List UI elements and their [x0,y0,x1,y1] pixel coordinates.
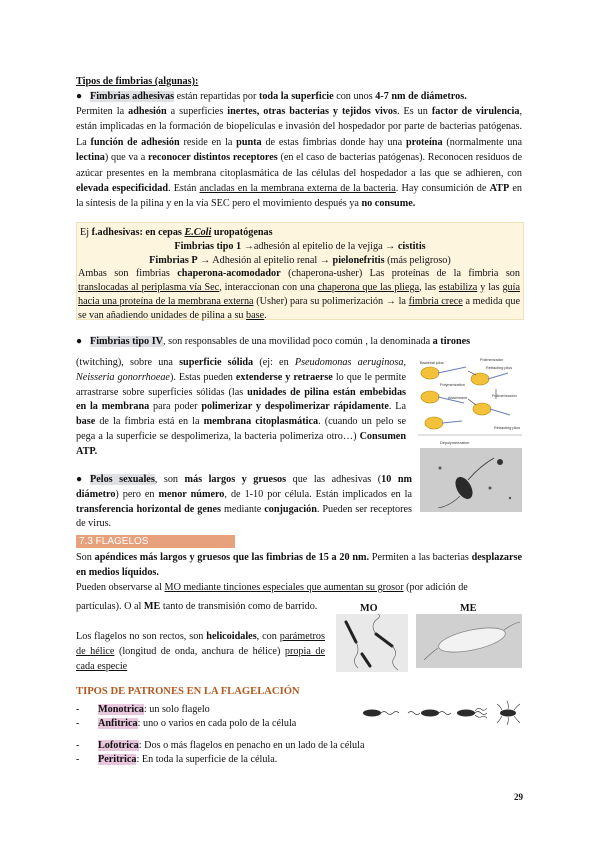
section-banner: 7.3 FLAGELOS [76,535,235,548]
bullet-dot: ● [76,336,83,347]
patron-item: - Anfitrica: uno o varios en cada polo de la célula [76,718,297,729]
me-micrograph [416,614,522,668]
lophotrichous-icon [457,708,487,718]
diagram-label: Polimerización [492,394,517,398]
diagram-label: Bacterial pilus [420,361,444,365]
bullet-dot: ● [76,474,83,485]
sex-pilus-micrograph [420,448,522,512]
flagelos-particles: partículas). O al ME tanto de transmisión como de barrido. [76,601,318,612]
example-title: Ej f.adhesivas: en cepas E.Coli uropatógenas [80,227,273,238]
tipo4-bullet: ● Fimbrias tipo IV, son responsables de una movilidad poco común , la denominada a tirones [76,334,522,349]
particle-dot [439,467,442,470]
page-number: 29 [514,792,523,802]
label-me: ME [460,603,477,614]
diagram-label: Depolymerization [440,441,470,445]
particle-dot [489,487,492,490]
adhesivas-term: Fimbrias adhesivas [90,91,175,102]
tipo4-paragraph: (twitching), sobre una superficie sólida (ej: en Pseudomonas aeruginosa, Neisseria gonorrhoeae). Estas pueden extenderse y retraerse lo que le permite arrastrarse sobre superficies sólidas (las unidades de pilina están embebidas en la membrana para poder polimerizar y despolimerizar rápidamente. La base de la fimbria está en la membrana citoplasmática. (cuando un pelo se pega a la superficie se despolimeriza, la bacteria polimeriza otro…) Consumen ATP. [76,357,407,457]
label-mo: MO [360,603,378,614]
peritrichous-icon [497,701,520,725]
patron-item: - Peritrica: En toda la superficie de la célula. [76,754,278,765]
adhesivas-paragraph: Permiten la adhesión a superficies inertes, otras bacterias y tejidos vivos. Es un factor de virulencia, están implicadas en la formación de biopelículas e invasión del hospedador por parte de bacterias patógenas. La función de adhesión reside en la punta de estas fimbrias donde hay una proteína (normalmente una lectina) que va a reconocer distintos receptores (en el caso de bacterias patógenas). Reconocen residuos de azúcar presentes en la membrana citoplasmática de las células del hospedador a las que se adhieren, con elevada especificidad. Están ancladas en la membrana externa de la bacteria. Hay consumición de ATP en la síntesis de la pilina y en la vía SEC pero el movimiento después ya no consume. [76,106,522,210]
particle-dot [509,497,511,499]
adhesivas-bullet: ● Fimbrias adhesivas están repartidas por toda la superficie con unos 4-7 nm de diámetros. [76,89,522,104]
diagram-label: Retracting pilus [494,426,521,430]
flagelos-intro: Son apéndices más largos y gruesos que las fimbrias de 15 a 20 nm. Permiten a las bacterias desplazarse en medios líquidos. [76,552,522,579]
patron-item: - Monotrica: un solo flagelo [76,704,210,715]
flagellation-patterns [356,700,524,726]
example-row-2: Fimbrias P → Adhesión al epitelio renal → pielonefritis (más peligroso) [149,255,451,266]
particle-dot [497,459,503,465]
mo-micrograph [336,614,408,672]
monotrichous-icon [363,710,399,717]
diagram-label: Polimerizador [480,358,504,362]
patron-item: - Lofotrica: Dos o más flagelos en penacho en un lado de la célula [76,740,365,751]
flagelos-observe: Pueden observarse al MO mediante tinciones especiales que aumentan su grosor (por adición de [76,582,468,593]
amphitrichous-icon [408,710,451,717]
example-row-1: Fimbrias tipo 1 →adhesión al epitelio de la vejiga → cistitis [174,241,426,252]
bullet-dot: ● [76,91,83,102]
diagram-label: Attachment [448,396,468,400]
sexuales-paragraph: ● Pelos sexuales, son más largos y gruesos que las adhesivas (10 nm diámetro) pero en menor número, de 1-10 por célula. Están implicados en la transferencia horizontal de genes mediante conjugación. Pueden ser receptores de virus. [76,474,413,530]
flagelos-helical: Los flagelos no son rectos, son helicoidales, con parámetros de hélice (longitud de onda, anchura de hélice) propia de cada especie [76,631,325,672]
diagram-label: Polymerization [440,383,465,387]
diagram-label: Retracting pilus [486,366,513,370]
example-body: Ambas son fimbrias chaperona-acomodador (chaperona-usher) Las proteínas de la fimbria son translocadas al periplasma vía Sec, interaccionan con una chaperona que las pliega, las estabiliza y las guía hacia una proteína de la membrana externa (Usher) para su polimerización → la fimbria crece a medida que se van añadiendo unidades de pilina a su base. [78,268,521,321]
patrones-title: TIPOS DE PATRONES EN LA FLAGELACIÓN [76,686,300,697]
pilus-diagram [418,353,522,446]
section-heading: Tipos de fimbrias (algunas): [76,76,199,87]
